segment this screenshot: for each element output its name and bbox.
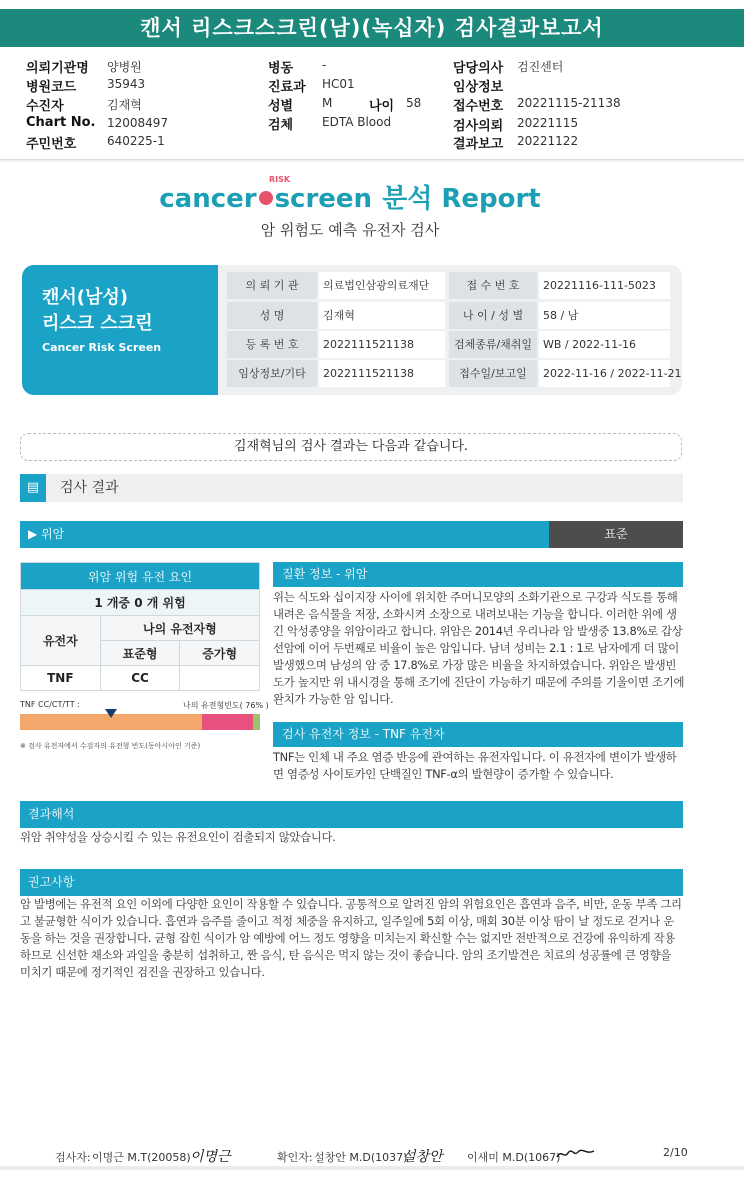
header-label-sex: 성별 [268,99,294,114]
card-row-value: WB / 2022-11-16 [539,331,670,358]
gene-risk-table [20,562,260,691]
gene-standard-value: CC [100,666,180,691]
header-value-specimen: EDTA Blood [322,115,392,129]
card-row-value: 의료법인삼광의료재단 [319,272,445,299]
report-title: 캔서 리스크스크린(남)(녹십자) 검사결과보고서 [0,9,744,47]
card-row-label: 성 명 [227,302,317,329]
recommendation-body: 암 발병에는 유전적 요인 이외에 다양한 요인이 작용할 수 있습니다. 공통적으로 알려진 암의 위험요인은 흡연과 음주, 비만, 운동 부족 그리고 불균형한 식이가 있습니다. 흡연과 음주를 줄이고 적정 체중을 유지하고, 일주일에 5회 이상, 매회 30분 이상 땀이 날 정도로 걷거나 운동을 하는 것을 권장합니다. 균형 잡힌 식이가 암 예방에 어느 정도 영향을 미치는지 확신할 수는 없지만 전반적으로 건강에 유익하게 작용하므로 신선한 채소와 과일을 충분히 섭취하고, 짠 음식, 탄 음식은 먹지 않는 것이 좋습니다. 암의 조기발견은 치료의 성공률에 큰 영향을 미치기 때문에 정기적인 검진을 권장하고 있습니다. [20,897,682,979]
disease-info-header: 질환 정보 - 위암 [273,562,683,587]
header-label-specimen: 검체 [268,118,294,133]
logo-word-report: 분석 Report [382,184,541,214]
confirmer-label: 확인자: [277,1151,313,1164]
category-status-badge: 표준 [549,521,683,548]
card-row-value: 2022-11-16 / 2022-11-21 [539,360,670,387]
gene-name: TNF [21,666,101,691]
header-label-request: 검사의뢰 [453,119,504,134]
interpretation-header: 결과해석 [20,801,683,828]
confirmer2-signature-icon [556,1147,596,1164]
risk-dot-icon [259,191,273,205]
patient-header [0,54,744,152]
header-divider [0,159,744,162]
header-value-doctor: 검진센터 [517,60,564,74]
info-card-details [227,272,682,390]
gene-col-header: 유전자 [21,616,101,666]
header-value-ward: - [322,58,327,72]
card-row-value: 20221116-111-5023 [539,272,670,299]
header-label-id: 주민번호 [26,137,77,152]
card-row-label: 의 뢰 기 관 [227,272,317,299]
card-title-english: Cancer Risk Screen [42,341,162,354]
header-value-request: 20221115 [517,116,579,130]
gene-table-summary: 1 개중 0 개 위험 [21,590,260,616]
card-row-value: 58 / 남 [539,302,670,329]
header-label-chart: Chart No. [26,115,96,130]
header-value-sex: M [322,96,333,110]
logo-word-screen: screen [274,184,373,214]
examiner-name: 이명근 M.T(20058) [92,1151,191,1164]
header-label-report: 결과보고 [453,137,504,152]
card-row-label: 임상정보/기타 [227,360,317,387]
gene-info-body: TNF는 인체 내 주요 염증 반응에 관여하는 유전자입니다. 이 유전자에 변이가 발생하면 염증성 사이토카인 단백질인 TNF-α의 발현량이 증가할 수 있습니다. [273,750,677,781]
card-row-label: 검체종류/채취일 [449,331,537,358]
card-row-label: 접 수 번 호 [449,272,537,299]
card-title-line2: 리스크 스크린 [42,313,153,334]
header-value-dept: HC01 [322,77,355,91]
section-header [20,474,683,502]
increased-col-header: 증가형 [180,641,260,666]
report-subtitle: 암 위험도 예측 유전자 검사 [260,221,440,239]
header-label-hospital-code: 병원코드 [26,80,77,95]
confirmer2-name: 이새미 M.D(1067) [467,1151,561,1164]
card-row [227,331,670,358]
header-label-age: 나이 [369,99,395,114]
recommendation-header: 권고사항 [20,869,683,896]
confirmer-name: 설창안 M.D(1037) [314,1151,408,1164]
card-row [227,302,670,329]
cancer-screen-logo [0,178,700,215]
gene-table-title: 위암 위험 유전 요인 [21,563,260,590]
genotype-col-header: 나의 유전자형 [100,616,259,641]
footer-divider [0,1166,744,1170]
card-title-line1: 캔서(남성) [42,287,129,308]
card-row-value: 김재혁 [319,302,445,329]
examiner-signature: 이명근 [190,1149,231,1165]
freq-right-label: 나의 유전형빈도( 76% ) [183,701,269,710]
standard-col-header: 표준형 [100,641,180,666]
header-value-accession: 20221115-21138 [517,96,621,110]
freq-segment [202,714,252,730]
examiner-label: 검사자: [55,1151,91,1164]
header-label-accession: 접수번호 [453,99,504,114]
header-label-clinical: 임상정보 [453,80,504,95]
header-value-chart: 12008497 [107,116,169,130]
header-value-patient: 김재혁 [107,98,142,112]
result-banner: 김재혁님의 검사 결과는 다음과 같습니다. [20,433,682,461]
info-card-title-panel [22,265,218,395]
header-label-dept: 진료과 [268,80,306,95]
gene-increased-value [180,666,260,691]
card-row [227,272,670,299]
header-label-patient: 수진자 [26,99,64,114]
card-row [227,360,682,387]
interpretation-body: 위암 취약성을 상승시킬 수 있는 유전요인이 검출되지 않았습니다. [20,830,336,844]
my-genotype-marker-icon [105,709,117,718]
gene-info-header: 검사 유전자 정보 - TNF 유전자 [273,722,683,747]
header-value-institution: 양병원 [107,60,142,74]
freq-left-label: TNF CC/CT/TT : [20,700,80,709]
header-label-doctor: 담당의사 [453,61,504,76]
logo-risk-tag: RISK [269,175,291,184]
card-row-value: 2022111521138 [319,360,445,387]
header-value-id: 640225-1 [107,134,165,148]
disease-info-body: 위는 식도와 십이지장 사이에 위치한 주머니모양의 소화기관으로 구강과 식도를 통해 내려온 음식물을 저장, 소화시켜 소장으로 내려보내는 기능을 합니다. 이러한 위에 생긴 악성종양을 위암이라고 합니다. 위암은 2014년 우리나라 암 발생중 13.8%로 갑상선암에 이어 두번째로 비율이 높은 암입니다. 남녀 성비는 2.1 : 1로 남자에게 더 많이 발생했으며 남성의 암 중 17.8%로 가장 많은 비율을 차지하였습니다. 위암은 발생빈도가 높지만 위 내시경을 통해 조기에 진단이 가능하기 때문에 주의를 기울이면 조기에 완치가 가능한 암 입니다. [273,590,685,706]
freq-note: ※ 검사 유전자에서 수검자의 유전형 빈도(동아시아인 기준) [20,742,201,750]
card-row-value: 2022111521138 [319,331,445,358]
confirmer-signature: 설창안 [402,1149,443,1165]
signature-footer [0,1146,744,1166]
header-label-ward: 병동 [268,61,294,76]
header-value-hospital-code: 35943 [107,77,146,91]
table-row [21,666,260,691]
card-row-label: 접수일/보고일 [449,360,537,387]
genotype-frequency-bar [20,714,260,730]
section-title: 검사 결과 [60,480,119,496]
header-value-report: 20221122 [517,134,579,148]
category-name: ▶ 위암 [28,527,65,541]
logo-word-cancer: cancer [159,184,257,214]
folder-plus-icon: ▤ [20,474,46,502]
header-label-institution: 의뢰기관명 [26,61,89,76]
freq-segment [253,714,260,730]
category-bar [20,521,683,548]
card-row-label: 등 록 번 호 [227,331,317,358]
page-number: 2/10 [663,1146,688,1159]
card-row-label: 나 이 / 성 별 [449,302,537,329]
header-value-age: 58 [406,96,422,110]
